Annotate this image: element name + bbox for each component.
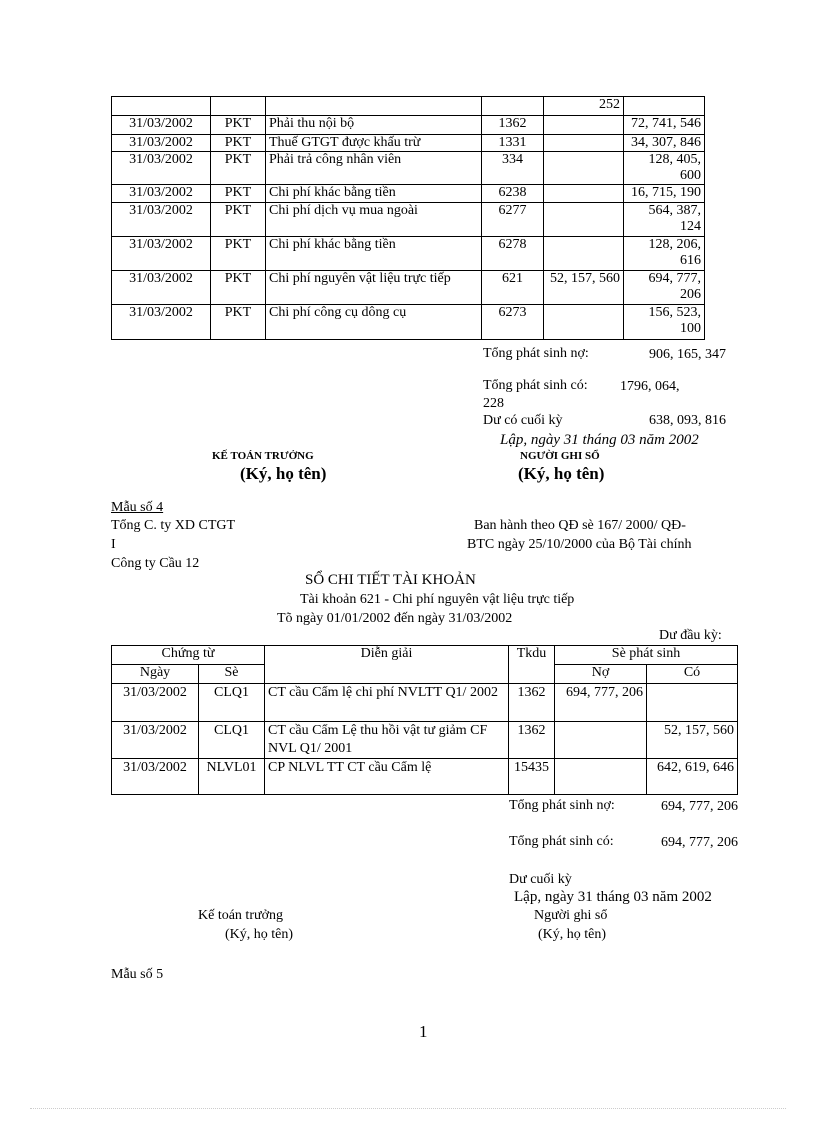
row-type: PKT bbox=[211, 116, 266, 135]
t2-credit-label: Tổng phát sinh có: bbox=[509, 834, 614, 849]
t1-date-line: Lập, ngày 31 tháng 03 năm 2002 bbox=[500, 432, 699, 448]
t2-debit-value: 694, 777, 206 bbox=[661, 799, 738, 814]
t1-sign-right-sub: (Ký, họ tên) bbox=[518, 464, 605, 483]
row-credit: 128, 206, 616 bbox=[624, 237, 705, 271]
row-debit bbox=[555, 759, 647, 795]
col-acct: Tkdu bbox=[509, 646, 555, 684]
t2-sign-right-title: Người ghi sổ bbox=[534, 908, 608, 923]
row-desc: Chi phí nguyên vật liệu trực tiếp bbox=[266, 271, 482, 305]
form4-opening: Dư đầu kỳ: bbox=[659, 628, 722, 643]
row-date: 31/03/2002 bbox=[112, 135, 211, 152]
table-row bbox=[112, 97, 705, 116]
row-desc: Thuế GTGT được khấu trừ bbox=[266, 135, 482, 152]
form4-decree1: Ban hành theo QĐ sè 167/ 2000/ QĐ- bbox=[474, 518, 686, 533]
row-desc: Chi phí công cụ dông cụ bbox=[266, 305, 482, 340]
col-date: Ngày bbox=[112, 665, 199, 684]
form4-org1b: I bbox=[111, 537, 116, 552]
row-date: 31/03/2002 bbox=[112, 684, 199, 722]
row-type: PKT bbox=[211, 203, 266, 237]
table-row bbox=[112, 722, 738, 759]
table-row bbox=[112, 271, 705, 305]
t1-balance-value: 638, 093, 816 bbox=[649, 413, 726, 428]
row-acct: 6278 bbox=[482, 237, 544, 271]
row-desc: CT cầu Cẩm Lệ thu hồi vật tư giảm CF NVL Q1/ 2001 bbox=[265, 722, 509, 759]
col-num: Sè bbox=[199, 665, 265, 684]
row-acct: 6273 bbox=[482, 305, 544, 340]
row-credit bbox=[647, 684, 738, 722]
row-desc: Chi phí dịch vụ mua ngoài bbox=[266, 203, 482, 237]
table-row bbox=[112, 185, 705, 203]
row-num: NLVL01 bbox=[199, 759, 265, 795]
row-credit: 694, 777, 206 bbox=[624, 271, 705, 305]
row-debit: 52, 157, 560 bbox=[544, 271, 624, 305]
row-type: PKT bbox=[211, 135, 266, 152]
form5-number: Mẫu số 5 bbox=[111, 967, 164, 982]
row-credit: 642, 619, 646 bbox=[647, 759, 738, 795]
t1-debit-label: Tổng phát sinh nợ: bbox=[483, 346, 589, 361]
t2-date-line: Lập, ngày 31 tháng 03 năm 2002 bbox=[514, 889, 712, 905]
row-type: PKT bbox=[211, 305, 266, 340]
t2-closing-label: Dư cuối kỳ bbox=[509, 872, 572, 887]
row-type: PKT bbox=[211, 185, 266, 203]
form4-title: SỔ CHI TIẾT TÀI KHOẢN bbox=[305, 572, 476, 588]
row-desc bbox=[266, 97, 482, 116]
row-desc: CP NLVL TT CT cầu Cẩm lệ bbox=[265, 759, 509, 795]
table-row bbox=[112, 135, 705, 152]
row-debit bbox=[544, 116, 624, 135]
col-amount: Sè phát sinh bbox=[555, 646, 738, 665]
table-row bbox=[112, 203, 705, 237]
row-debit bbox=[544, 185, 624, 203]
t1-debit-value: 906, 165, 347 bbox=[649, 347, 726, 362]
row-debit bbox=[544, 152, 624, 185]
t1-credit-label: Tổng phát sinh có: bbox=[483, 378, 588, 393]
row-debit: 252 bbox=[544, 97, 624, 116]
row-acct: 6277 bbox=[482, 203, 544, 237]
t2-credit-value: 694, 777, 206 bbox=[661, 835, 738, 850]
form4-period: Tõ ngày 01/01/2002 đến ngày 31/03/2002 bbox=[277, 611, 513, 626]
row-credit: 34, 307, 846 bbox=[624, 135, 705, 152]
form4-subtitle: Tài khoản 621 - Chi phí nguyên vật liệu trực tiếp bbox=[300, 592, 575, 607]
row-credit: 156, 523, 100 bbox=[624, 305, 705, 340]
table-row bbox=[112, 684, 738, 722]
row-debit bbox=[544, 237, 624, 271]
row-date: 31/03/2002 bbox=[112, 203, 211, 237]
col-debit: Nợ bbox=[555, 665, 647, 684]
table-row bbox=[112, 759, 738, 795]
form4-org1: Tổng C. ty XD CTGT bbox=[111, 518, 236, 533]
col-credit: Có bbox=[647, 665, 738, 684]
row-acct: 334 bbox=[482, 152, 544, 185]
table-row bbox=[112, 237, 705, 271]
row-acct: 15435 bbox=[509, 759, 555, 795]
row-date: 31/03/2002 bbox=[112, 722, 199, 759]
row-acct: 6238 bbox=[482, 185, 544, 203]
row-acct: 621 bbox=[482, 271, 544, 305]
t1-balance-label: Dư có cuối kỳ bbox=[483, 413, 563, 428]
ledger-table-2 bbox=[111, 645, 738, 795]
t1-credit-value: 1796, 064, 228 bbox=[483, 379, 680, 411]
row-credit bbox=[624, 97, 705, 116]
row-acct: 1362 bbox=[482, 116, 544, 135]
form4-number: Mẫu số 4 bbox=[111, 500, 164, 515]
table-row bbox=[112, 116, 705, 135]
row-credit: 564, 387, 124 bbox=[624, 203, 705, 237]
row-num: CLQ1 bbox=[199, 722, 265, 759]
row-desc: Phải thu nội bộ bbox=[266, 116, 482, 135]
row-credit: 72, 741, 546 bbox=[624, 116, 705, 135]
row-desc: Chi phí khác bằng tiền bbox=[266, 237, 482, 271]
row-debit bbox=[555, 722, 647, 759]
row-debit bbox=[544, 305, 624, 340]
t2-debit-label: Tổng phát sinh nợ: bbox=[509, 798, 615, 813]
row-acct: 1362 bbox=[509, 684, 555, 722]
row-date: 31/03/2002 bbox=[112, 759, 199, 795]
row-type: PKT bbox=[211, 237, 266, 271]
row-type: PKT bbox=[211, 152, 266, 185]
t2-sign-right-sub: (Ký, họ tên) bbox=[538, 927, 607, 942]
t2-sign-left-sub: (Ký, họ tên) bbox=[225, 927, 294, 942]
col-voucher: Chứng từ bbox=[112, 646, 265, 665]
row-debit bbox=[544, 135, 624, 152]
form4-decree2: BTC ngày 25/10/2000 của Bộ Tài chính bbox=[467, 537, 692, 552]
row-num: CLQ1 bbox=[199, 684, 265, 722]
row-date: 31/03/2002 bbox=[112, 185, 211, 203]
row-desc: Chi phí khác bằng tiền bbox=[266, 185, 482, 203]
form4-org2: Công ty Cầu 12 bbox=[111, 556, 200, 571]
t2-sign-left-title: Kế toán trưởng bbox=[198, 908, 283, 923]
row-type: PKT bbox=[211, 271, 266, 305]
page-number: 1 bbox=[419, 1022, 428, 1041]
row-desc: Phải trả công nhân viên bbox=[266, 152, 482, 185]
row-date: 31/03/2002 bbox=[112, 237, 211, 271]
row-date: 31/03/2002 bbox=[112, 271, 211, 305]
t1-sign-right-title: NGƯỜI GHI SỔ bbox=[520, 450, 600, 462]
table-row bbox=[112, 305, 705, 340]
t1-sign-left-sub: (Ký, họ tên) bbox=[240, 464, 327, 483]
row-type bbox=[211, 97, 266, 116]
row-acct: 1362 bbox=[509, 722, 555, 759]
col-desc: Diễn giải bbox=[265, 646, 509, 684]
row-acct: 1331 bbox=[482, 135, 544, 152]
row-debit bbox=[544, 203, 624, 237]
page-footer-divider bbox=[30, 1108, 786, 1109]
row-date: 31/03/2002 bbox=[112, 305, 211, 340]
row-credit: 16, 715, 190 bbox=[624, 185, 705, 203]
row-debit: 694, 777, 206 bbox=[555, 684, 647, 722]
row-acct bbox=[482, 97, 544, 116]
row-credit: 52, 157, 560 bbox=[647, 722, 738, 759]
row-date: 31/03/2002 bbox=[112, 116, 211, 135]
row-credit: 128, 405, 600 bbox=[624, 152, 705, 185]
ledger-table-1 bbox=[111, 96, 705, 340]
t1-sign-left-title: KẾ TOÁN TRƯỞNG bbox=[212, 450, 314, 462]
row-date: 31/03/2002 bbox=[112, 152, 211, 185]
row-desc: CT cầu Cẩm lệ chi phí NVLTT Q1/ 2002 bbox=[265, 684, 509, 722]
table-row bbox=[112, 152, 705, 185]
row-date bbox=[112, 97, 211, 116]
